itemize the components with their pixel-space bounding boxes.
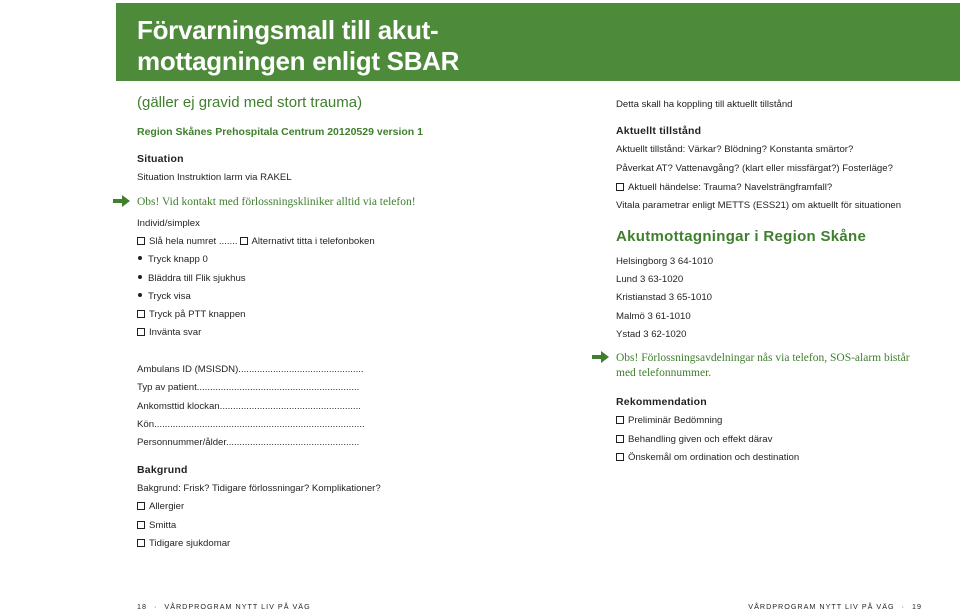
checkbox-icon: [616, 435, 624, 443]
phone-item: Helsingborg 3 64-1010: [616, 256, 714, 267]
phone-item: Lund 3 63-1020: [616, 274, 684, 285]
footer-right: [748, 602, 922, 611]
bakgrund-item: [137, 538, 230, 550]
phone-item: Malmö 3 61-1010: [616, 311, 691, 322]
wait-item: [137, 327, 201, 339]
ptt-item: [137, 309, 246, 321]
aktuellt-line: Aktuellt tillstånd: Värkar? Blödning? Konstanta smärtor?: [616, 144, 854, 155]
mode-text: Individ/simplex: [137, 218, 200, 229]
step-text: Tryck visa: [148, 291, 191, 302]
situation-obs: Obs! Vid kontakt med förlossningskliniker alltid via telefon!: [137, 196, 416, 208]
checkbox-icon: [616, 183, 624, 191]
call-text: Slå hela numret .......: [149, 236, 238, 247]
region-line: Region Skånes Prehospitala Centrum 20120529 version 1: [137, 126, 423, 138]
rek-item-text: Preliminär Bedömning: [628, 415, 723, 426]
rek-item: [616, 415, 722, 427]
alt-text: Alternativt titta i telefonboken: [251, 236, 375, 247]
bakgrund-item-text: Smitta: [149, 520, 177, 531]
checkbox-icon: [137, 328, 145, 336]
bakgrund-item-text: Tidigare sjukdomar: [149, 538, 231, 549]
page-title: [137, 15, 737, 77]
aktuellt-line: Påverkat AT? Vattenavgång? (klart eller missfärgat?) Fosterläge?: [616, 163, 893, 174]
field-patient-type: Typ av patient.............................................................: [137, 382, 360, 393]
checkbox-icon: [137, 310, 145, 318]
footer-separator: ·: [901, 602, 905, 611]
right-intro: Detta skall ha koppling till aktuellt tillstånd: [616, 99, 793, 110]
akut-heading: Akutmottagningar i Region Skåne: [616, 228, 867, 245]
step-text: Tryck knapp 0: [148, 254, 208, 265]
checkbox-icon: [137, 539, 145, 547]
footer-left-text: VÅRDPROGRAM NYTT LIV PÅ VÄG: [164, 602, 311, 611]
checkbox-icon: [137, 521, 145, 529]
rek-item-text: Önskemål om ordination och destination: [628, 452, 800, 463]
phone-item: Kristianstad 3 65-1010: [616, 292, 712, 303]
field-ambulans-id: Ambulans ID (MSISDN)...............................................: [137, 364, 364, 375]
bakgrund-heading: Bakgrund: [137, 464, 188, 476]
step-item: [137, 273, 246, 285]
field-gender: Kön...............................................................................: [137, 419, 365, 430]
phone-item: Ystad 3 62-1020: [616, 329, 687, 340]
checkbox-icon: [616, 416, 624, 424]
situation-heading: Situation: [137, 153, 184, 165]
title-line-1: Förvarningsmall till akut-: [137, 15, 439, 45]
wait-text: Invänta svar: [149, 327, 202, 338]
rek-item-text: Behandling given och effekt därav: [628, 434, 773, 445]
bakgrund-item: [137, 501, 184, 513]
checkbox-icon: [137, 237, 145, 245]
bakgrund-item: [137, 520, 176, 532]
footer-separator: ·: [154, 602, 158, 611]
rekommendation-heading: Rekommendation: [616, 396, 707, 408]
field-personnummer: Personnummer/ålder..................................................: [137, 437, 360, 448]
checkbox-icon: [616, 453, 624, 461]
call-line: [137, 236, 375, 248]
step-item: [137, 254, 208, 266]
arrow-right-icon: [592, 350, 610, 364]
step-text: Bläddra till Flik sjukhus: [148, 273, 246, 284]
bullet-icon: [138, 256, 142, 260]
bullet-icon: [138, 293, 142, 297]
footer-left: [137, 602, 311, 611]
rek-item: [616, 434, 772, 446]
bullet-icon: [138, 275, 142, 279]
step-item: [137, 291, 191, 303]
checkbox-icon: [137, 502, 145, 510]
rek-item: [616, 452, 799, 464]
checkbox-icon: [240, 237, 248, 245]
aktuellt-event: [616, 182, 832, 194]
right-obs-line-1: Obs! Förlossningsavdelningar nås via telefon, SOS-alarm bistår: [616, 352, 910, 364]
aktuellt-heading: Aktuellt tillstånd: [616, 125, 702, 137]
field-arrival-time: Ankomsttid klockan.....................................................: [137, 401, 361, 412]
aktuellt-line: Vitala parametrar enligt METTS (ESS21) om aktuellt för situationen: [616, 200, 902, 211]
title-line-2: mottagningen enligt SBAR: [137, 46, 460, 76]
footer-right-text: VÅRDPROGRAM NYTT LIV PÅ VÄG: [748, 602, 895, 611]
ptt-text: Tryck på PTT knappen: [149, 309, 246, 320]
right-obs-line-2: med telefonnummer.: [616, 367, 712, 379]
subtitle: (gäller ej gravid med stort trauma): [137, 94, 363, 111]
bakgrund-item-text: Allergier: [149, 501, 185, 512]
bakgrund-text: Bakgrund: Frisk? Tidigare förlossningar? Komplikationer?: [137, 483, 381, 494]
page-number-left: 18: [137, 602, 147, 611]
situation-instruction: Situation Instruktion larm via RAKEL: [137, 172, 292, 183]
page-number-right: 19: [912, 602, 922, 611]
arrow-right-icon: [113, 194, 131, 208]
aktuellt-event-text: Aktuell händelse: Trauma? Navelsträngframfall?: [628, 182, 833, 193]
